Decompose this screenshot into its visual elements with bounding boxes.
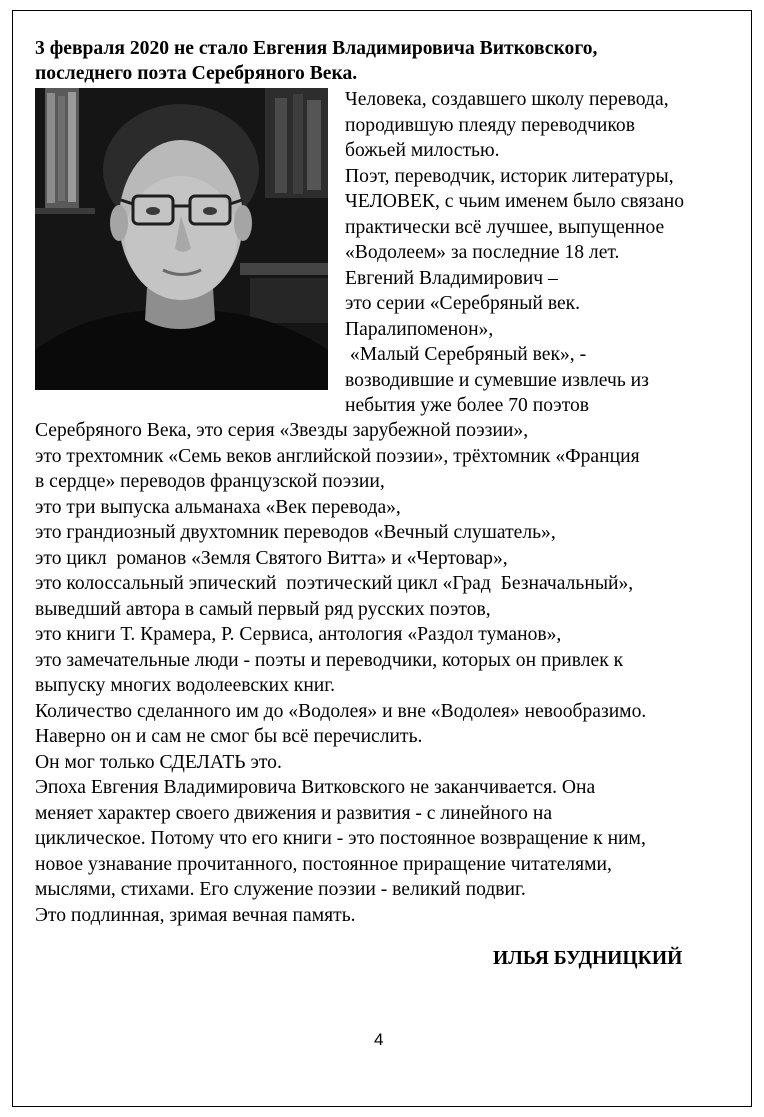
text-line: ЧЕЛОВЕК, с чьим именем было связано [345, 191, 685, 212]
text-line: Эпоха Евгения Владимировича Витковского не заканчивается. Она [35, 777, 596, 798]
text-line: «Малый Серебряный век», - [345, 344, 587, 365]
main-text [35, 418, 745, 928]
author-signature: ИЛЬЯ БУДНИЦКИЙ [493, 948, 683, 969]
text-line: мыслями, стихами. Его служение поэзии - великий подвиг. [35, 879, 526, 900]
text-line: это книги Т. Крамера, Р. Сервиса, антология «Раздол туманов», [35, 624, 562, 645]
portrait-photo [35, 88, 328, 390]
page-title [35, 36, 735, 86]
text-line: это трехтомник «Семь веков английской поэзии», трёхтомник «Франция [35, 445, 640, 467]
text-line: это цикл романов «Земля Святого Витта» и «Чертовар», [35, 547, 508, 569]
text-line: Наверно он и сам не смог бы всё перечислить. [35, 726, 423, 747]
text-line: это три выпуска альманаха «Век перевода», [35, 496, 401, 518]
text-line: это грандиозный двухтомник переводов «Вечный слушатель», [35, 522, 556, 543]
text-line: Количество сделанного им до «Водолея» и вне «Водолея» невообразимо. [35, 700, 647, 722]
text-line: возводившие и сумевшие извлечь из [345, 369, 649, 391]
text-line: Поэт, переводчик, историк литературы, [345, 165, 674, 187]
text-line: породившую плеяду переводчиков [345, 114, 635, 136]
text-line: практически всё лучшее, выпущенное [345, 216, 665, 238]
title-line: 3 февраля 2020 не стало Евгения Владимировича Витковского, [35, 38, 598, 59]
text-line: выведший автора в самый первый ряд русских поэтов, [35, 598, 491, 620]
text-line: Человека, создавшего школу перевода, [345, 89, 669, 110]
text-line: циклическое. Потому что его книги - это постоянное возвращение к ним, [35, 828, 646, 849]
page-number: 4 [374, 1030, 384, 1049]
text-line: меняет характер своего движения и развития - с линейного на [35, 802, 553, 824]
text-line: это замечательные люди - поэты и переводчики, которых он привлек к [35, 649, 624, 671]
text-line: «Водолеем» за последние 18 лет. [345, 242, 620, 263]
text-line: это серии «Серебряный век. [345, 293, 581, 314]
text-line: это колоссальный эпический поэтический цикл «Град Безначальный», [35, 573, 634, 594]
text-line: Он мог только СДЕЛАТЬ это. [35, 751, 282, 773]
text-line: божьей милостью. [345, 140, 500, 161]
text-line: Серебряного Века, это серия «Звезды зарубежной поэзии», [35, 420, 529, 441]
text-line: небытия уже более 70 поэтов [345, 395, 590, 416]
text-line: в сердце» переводов французской поэзии, [35, 471, 385, 492]
text-line: Паралипоменон», [345, 318, 494, 340]
text-line: Это подлинная, зримая вечная память. [35, 904, 356, 926]
text-line: выпуску многих водолеевских книг. [35, 675, 336, 696]
side-text [345, 87, 745, 419]
text-line: Евгений Владимирович – [345, 267, 558, 289]
title-line: последнего поэта Серебряного Века. [35, 63, 358, 84]
text-line: новое узнавание прочитанного, постоянное приращение читателями, [35, 853, 612, 875]
